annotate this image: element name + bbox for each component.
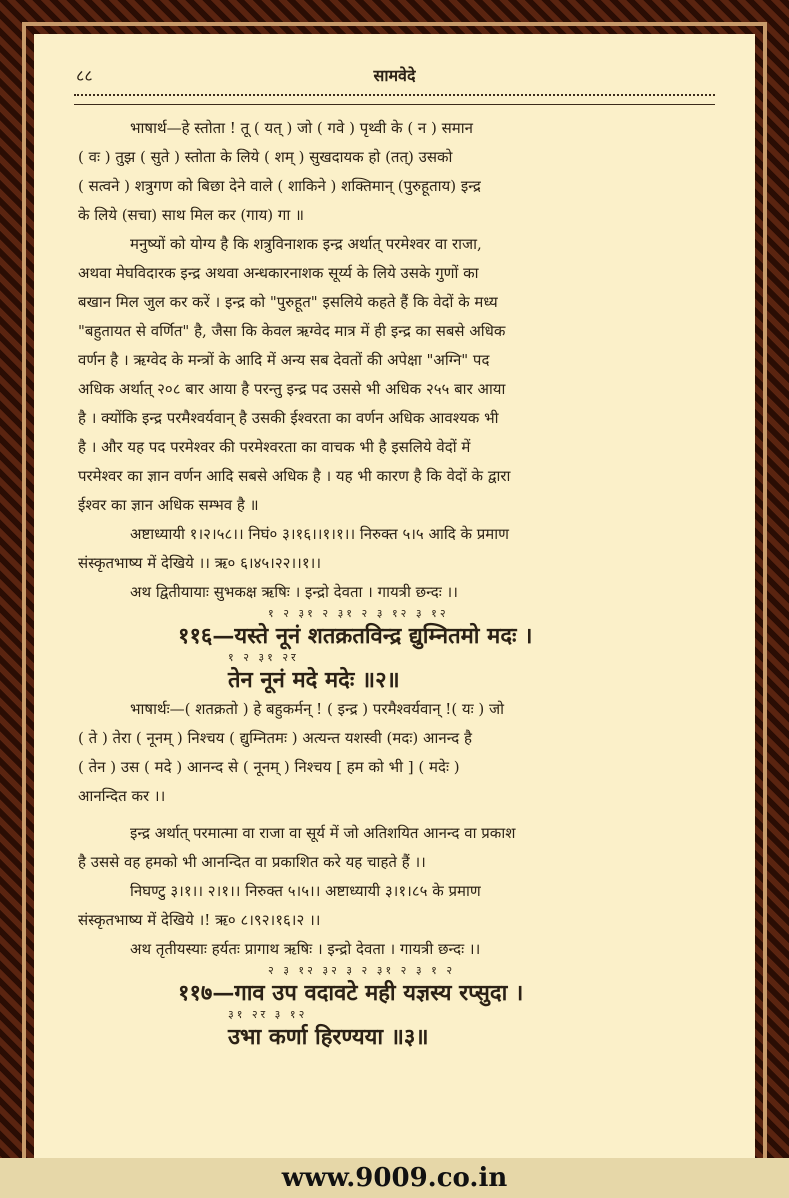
mantra-line: ११७—गाव उप वदावटे मही यज्ञस्य रप्सुदा ।	[178, 980, 524, 1006]
spacer	[78, 811, 711, 819]
watermark-url: www.9009.co.in	[0, 1158, 789, 1198]
text-line: ( वः ) तुझ ( सुते ) स्तोता के लिये ( शम् ) सुखदायक हो (तत्) उसको	[78, 148, 453, 166]
text-line: ( तेन ) उस ( मदे ) आनन्द से ( नूनम् ) निश्चय [ हम को भी ] ( मदेः )	[78, 758, 460, 776]
svara-marks: ३१ २र ३ १२	[228, 1008, 308, 1021]
text-line: है । और यह पद परमेश्वर की परमेश्वरता का वाचक भी है इसलिये वेदों में	[78, 438, 471, 456]
page-header	[64, 60, 725, 90]
running-title: सामवेदे	[373, 66, 416, 85]
text-line: मनुष्यों को योग्य है कि शत्रुविनाशक इन्द्र अर्थात् परमेश्वर वा राजा,	[130, 235, 482, 253]
svara-marks: १ २ ३१ २ ३१ २ ३ १२ ३ १२	[268, 607, 449, 620]
text-line: ( सत्वने ) शत्रुगण को बिछा देने वाले ( शाकिने ) शक्तिमान् (पुरुहूताय) इन्द्र	[78, 177, 481, 195]
book-page	[34, 34, 755, 1158]
text-line: अथवा मेघविदारक इन्द्र अथवा अन्धकारनाशक सूर्य्य के लिये उसके गुणों का	[78, 264, 479, 282]
text-line: भाषार्थ—हे स्तोता ! तू ( यत् ) जो ( गवे ) पृथ्वी के ( न ) समान	[130, 119, 473, 137]
text-line: परमेश्वर का ज्ञान वर्णन आदि सबसे अधिक है । यह भी कारण है कि वेदों के द्वारा	[78, 467, 511, 485]
rishi-line: अथ द्वितीयायाः सुभकक्ष ऋषिः । इन्द्रो देवता । गायत्री छन्दः ।।	[130, 583, 458, 601]
page-number: ८८	[76, 66, 93, 85]
page-body	[78, 114, 711, 1052]
text-line: ईश्वर का ज्ञान अधिक सम्भव है ॥	[78, 496, 259, 514]
text-line: संस्कृतभाष्य में देखिये ।! ऋ० ८।९२।१६।२ ।।	[78, 911, 321, 929]
rishi-line: अथ तृतीयस्याः हर्यतः प्रागाथ ऋषिः । इन्द्रो देवता । गायत्री छन्दः ।।	[130, 940, 481, 958]
text-line: इन्द्र अर्थात् परमात्मा वा राजा वा सूर्य में जो अतिशयित आनन्द वा प्रकाश	[130, 824, 516, 842]
svara-marks: १ २ ३१ २र	[228, 651, 299, 664]
text-line: "बहुतायत से वर्णित" है, जैसा कि केवल ऋग्वेद मात्र में ही इन्द्र का सबसे अधिक	[78, 322, 506, 340]
text-line: आनन्दित कर ।।	[78, 787, 166, 805]
text-line: बखान मिल जुल कर करें । इन्द्र को "पुरुहूत" इसलिये कहते हैं कि वेदों के मध्य	[78, 293, 498, 311]
text-line: वर्णन है । ऋग्वेद के मन्त्रों के आदि में अन्य सब देवतों की अपेक्षा "अग्नि" पद	[78, 351, 490, 369]
text-line: अष्टाध्यायी १।२।५८।। निघं० ३।१६।।१।१।। निरुक्त ५।५ आदि के प्रमाण	[130, 525, 509, 543]
mantra-line: ११६—यस्ते नूनं शतक्रतविन्द्र द्युम्नितमो मदः ।	[178, 623, 533, 649]
mantra-line: तेन नूनं मदे मदेः ॥२॥	[228, 667, 400, 693]
svara-marks: २ ३ १२ ३२ ३ २ ३१ २ ३ १ २	[268, 964, 456, 977]
header-rule	[74, 94, 715, 105]
text-line: के लिये (सचा) साथ मिल कर (गाय) गा ॥	[78, 206, 305, 224]
text-line: भाषार्थः—( शतक्रतो ) हे बहुकर्मन् ! ( इन्द्र ) परमैश्वर्यवान् !( यः ) जो	[130, 700, 505, 718]
mantra-line: उभा कर्णा हिरण्यया ॥३॥	[228, 1024, 429, 1050]
text-line: है । क्योंकि इन्द्र परमैश्वर्यवान् है उसकी ईश्वरता का वर्णन अधिक आवश्यक भी	[78, 409, 499, 427]
text-line: संस्कृतभाष्य में देखिये ।। ऋ० ६।४५।२२।।१।।	[78, 554, 322, 572]
text-line: निघण्टु ३।१।। २।१।। निरुक्त ५।५।। अष्टाध्यायी ३।१।८५ के प्रमाण	[130, 882, 481, 900]
text-line: ( ते ) तेरा ( नूनम् ) निश्चय ( द्युम्नितमः ) अत्यन्त यशस्वी (मदः) आनन्द है	[78, 729, 472, 747]
text-line: है उससे वह हमको भी आनन्दित वा प्रकाशित करे यह चाहते हैं ।।	[78, 853, 426, 871]
text-line: अधिक अर्थात् २०८ बार आया है परन्तु इन्द्र पद उससे भी अधिक २५५ बार आया	[78, 380, 506, 398]
